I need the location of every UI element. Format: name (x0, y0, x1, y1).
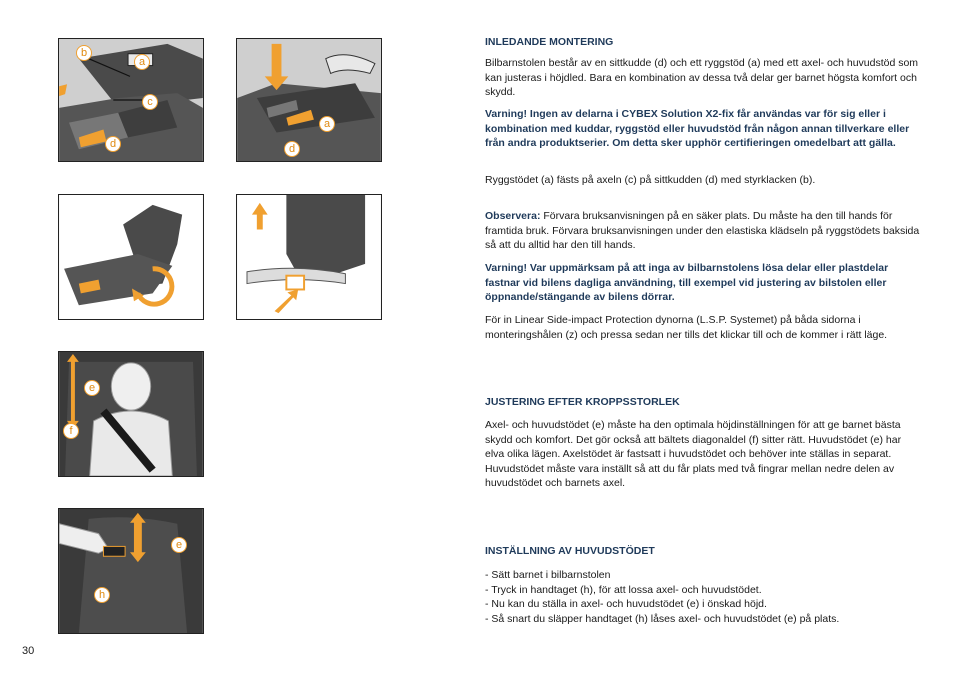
label-e: e (171, 537, 187, 553)
label-c: c (142, 94, 158, 110)
label-a: a (319, 116, 335, 132)
figure-lsp-insert (236, 194, 382, 320)
step-item: - Nu kan du ställa in axel- och huvudstödet (e) i önskad höjd. (485, 598, 767, 610)
step-item: - Sätt barnet i bilbarnstolen (485, 569, 611, 581)
intro-paragraph: Bilbarnstolen består av en sittkudde (d) och ett ryggstöd (a) med ett axel- och huvudstöd som kan justeras i höjdled. Bara en kombination av dessa två delar ger barnet högsta komfort och skydd. (485, 57, 919, 98)
label-f: f (63, 423, 79, 439)
label-a: a (134, 54, 150, 70)
step-item: - Så snart du släpper handtaget (h) låses axel- och huvudstödet (e) på plats. (485, 612, 840, 625)
headrest-handle-illustration (59, 509, 203, 633)
label-b: b (76, 45, 92, 61)
label-d: d (105, 136, 121, 152)
note-paragraph (485, 209, 921, 253)
heading-justering: JUSTERING EFTER KROPPSSTORLEK (485, 396, 680, 408)
page-number: 30 (22, 645, 35, 657)
note-text: Förvara bruksanvisningen på en säker plats. Du måste ha den till hands för framtida bruk. Förvara bruksanvisningen under den elastiska klädseln på ryggstödets baksida så att du alltid har den till hands. (485, 210, 920, 251)
installning-steps (485, 568, 921, 626)
heading-inledande-montering: INLEDANDE MONTERING (485, 36, 614, 48)
child-headrest-illustration (59, 352, 203, 476)
step-item: - Tryck in handtaget (h), för att lossa axel- och huvudstödet. (485, 583, 762, 596)
lsp-insert-illustration (237, 195, 381, 319)
figure-rotate-backrest (58, 194, 204, 320)
figure-child-headrest (58, 351, 204, 477)
warning-paragraph-2: Varning! Var uppmärksam på att inga av bilbarnstolens lösa delar eller plastdelar fastnar vid bilens dagliga användning, till exempel vid justering av bilstolen eller öppnande/stängande av bilens dörrar. (485, 262, 889, 303)
figure-seat-assembly (58, 38, 204, 162)
lsp-paragraph: För in Linear Side-impact Protection dynorna (L.S.P. Systemet) på båda sidorna i monteringshålen (z) och pressa sedan ner tills det klickar till och de kommer i rätt läge. (485, 314, 888, 341)
heading-installning: INSTÄLLNING AV HUVUDSTÖDET (485, 545, 655, 557)
label-d: d (284, 141, 300, 157)
figure-headrest-handle (58, 508, 204, 634)
warning-paragraph-1: Varning! Ingen av delarna i CYBEX Solution X2-fix får användas var för sig eller i kombination med kuddar, ryggstöd eller huvudstöd från någon annan tillverkare eller från andra produktserier. Om detta sker upphör certifieringen omedelbart att gälla. (485, 108, 910, 149)
rotate-backrest-illustration (59, 195, 203, 319)
press-backrest-illustration (237, 39, 381, 161)
label-e: e (84, 380, 100, 396)
note-label: Observera: (485, 210, 541, 222)
backrest-attach-paragraph: Ryggstödet (a) fästs på axeln (c) på sittkudden (d) med styrklacken (b). (485, 174, 816, 186)
figure-press-backrest (236, 38, 382, 162)
justering-paragraph: Axel- och huvudstödet (e) måste ha den optimala höjdinställningen för att ge barnet bästa skydd och komfort. Det gör också att bältets diagonaldel (f) sitter rätt. Huvudstödet (e) har elva olika lägen. Axelstödet är fastsatt i huvudstödet och behöver inte ställas in separat. Huvudstödet måste vara inställt så att du får plats med två fingrar mellan nedre delen av huvudstödet och barnets axel. (485, 419, 902, 489)
label-h: h (94, 587, 110, 603)
